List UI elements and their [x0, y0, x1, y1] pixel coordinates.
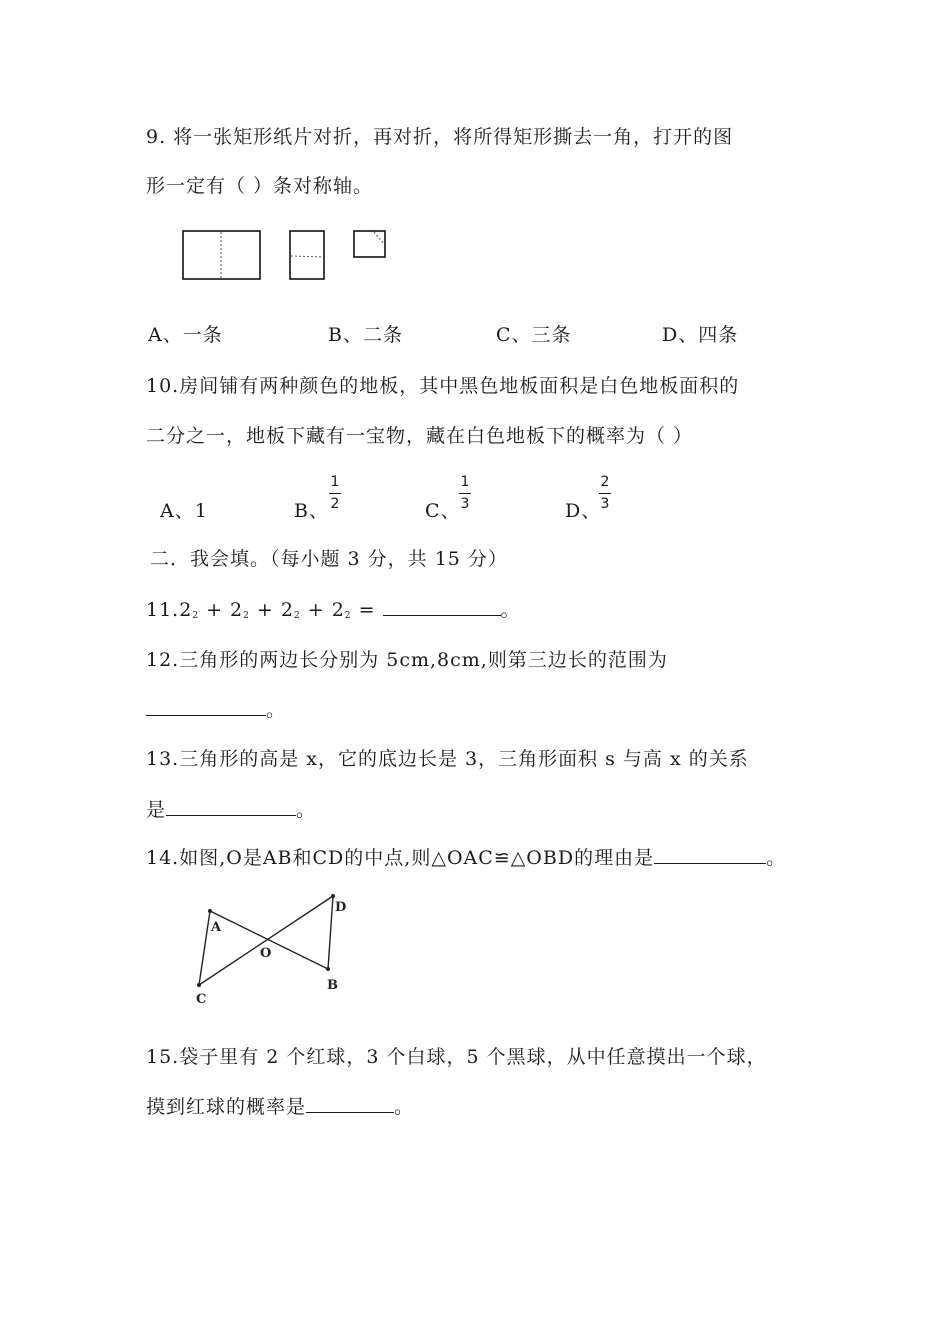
q14-geometry-figure	[190, 890, 360, 1010]
q11-exponent: 2	[243, 611, 250, 621]
q12-end: 。	[266, 699, 287, 721]
q14-line	[146, 845, 786, 871]
q11-answer-blank[interactable]	[383, 597, 501, 616]
q13-answer-blank[interactable]	[166, 797, 296, 816]
q15-line2	[146, 1094, 414, 1120]
q10-line1: 10.房间铺有两种颜色的地板，其中黑色地板面积是白色地板面积的	[146, 375, 740, 397]
q10-option-b-label: B、	[294, 500, 329, 522]
q10-option-c-fraction	[459, 474, 471, 512]
q15-line1: 15.袋子里有 2 个红球，3 个白球，5 个黑球，从中任意摸出一个球，	[146, 1046, 767, 1068]
q14-end: 。	[766, 847, 787, 869]
q10-option-d-fraction	[599, 474, 611, 512]
fraction-numerator: 2	[600, 474, 610, 490]
q10-option-b-fraction	[329, 474, 341, 512]
q11-prefix: 11.	[146, 599, 180, 621]
q11-term: 2	[230, 599, 244, 621]
q11-exponent: 2	[293, 611, 301, 621]
q9-option-c: C、三条	[496, 324, 572, 346]
q11-exponent: 2	[192, 611, 200, 621]
q11-plus: +	[199, 599, 231, 621]
q12-line2	[146, 697, 286, 723]
q9-line1: 9. 将一张矩形纸片对折，再对折，将所得矩形撕去一角，打开的图	[146, 126, 734, 148]
q13-end: 。	[296, 799, 317, 821]
q11-term: 2	[331, 599, 345, 621]
q14-text: 14.如图,O是AB和CD的中点,则△OAC≌△OBD的理由是	[146, 847, 655, 869]
q15-prefix: 摸到红球的概率是	[146, 1096, 307, 1118]
q14-answer-blank[interactable]	[654, 845, 766, 864]
point-label-d: D	[335, 900, 347, 915]
q11-term: 2	[280, 599, 294, 621]
point-label-b: B	[327, 978, 338, 993]
fraction-bar	[599, 493, 611, 494]
point-label-o: O	[260, 946, 272, 961]
q13-prefix: 是	[146, 799, 167, 821]
point-label-c: C	[196, 992, 207, 1007]
fraction-bar	[459, 493, 471, 494]
q15-answer-blank[interactable]	[306, 1094, 394, 1113]
q10-option-d-label: D、	[565, 500, 602, 522]
point-label-a: A	[211, 920, 222, 935]
q11-plus: +	[249, 599, 281, 621]
q13-line1: 13.三角形的高是 x，它的底边长是 3，三角形面积 s 与高 x 的关系	[146, 748, 749, 770]
q10-option-c-label: C、	[425, 500, 461, 522]
fraction-numerator: 1	[460, 474, 470, 490]
fraction-bar	[329, 493, 341, 494]
q9-folding-figure	[180, 226, 390, 284]
q15-end: 。	[394, 1096, 415, 1118]
fraction-denominator: 2	[330, 496, 340, 512]
fraction-numerator: 1	[330, 474, 340, 490]
fraction-denominator: 3	[600, 496, 610, 512]
q11-end: 。	[500, 599, 521, 621]
q9-option-b: B、二条	[328, 324, 403, 346]
q9-line2: 形一定有（ ）条对称轴。	[146, 175, 374, 197]
q10-line2: 二分之一，地板下藏有一宝物，藏在白色地板下的概率为（ ）	[146, 425, 694, 447]
q12-answer-blank[interactable]	[146, 697, 266, 716]
q13-line2	[146, 797, 316, 823]
q11-plus: +	[300, 599, 332, 621]
q9-option-d: D、四条	[662, 324, 739, 346]
q11-equals: =	[351, 599, 383, 621]
section-2-title: 二．我会填。（每小题 3 分，共 15 分）	[150, 548, 508, 570]
q11-term: 2	[179, 599, 193, 621]
q9-option-a: A、一条	[148, 324, 223, 346]
q11-exponent: 2	[344, 611, 352, 621]
q11-line	[146, 597, 521, 627]
q12-line1: 12.三角形的两边长分别为 5cm,8cm,则第三边长的范围为	[146, 649, 668, 671]
q10-option-a: A、1	[160, 500, 208, 522]
fraction-denominator: 3	[460, 496, 470, 512]
